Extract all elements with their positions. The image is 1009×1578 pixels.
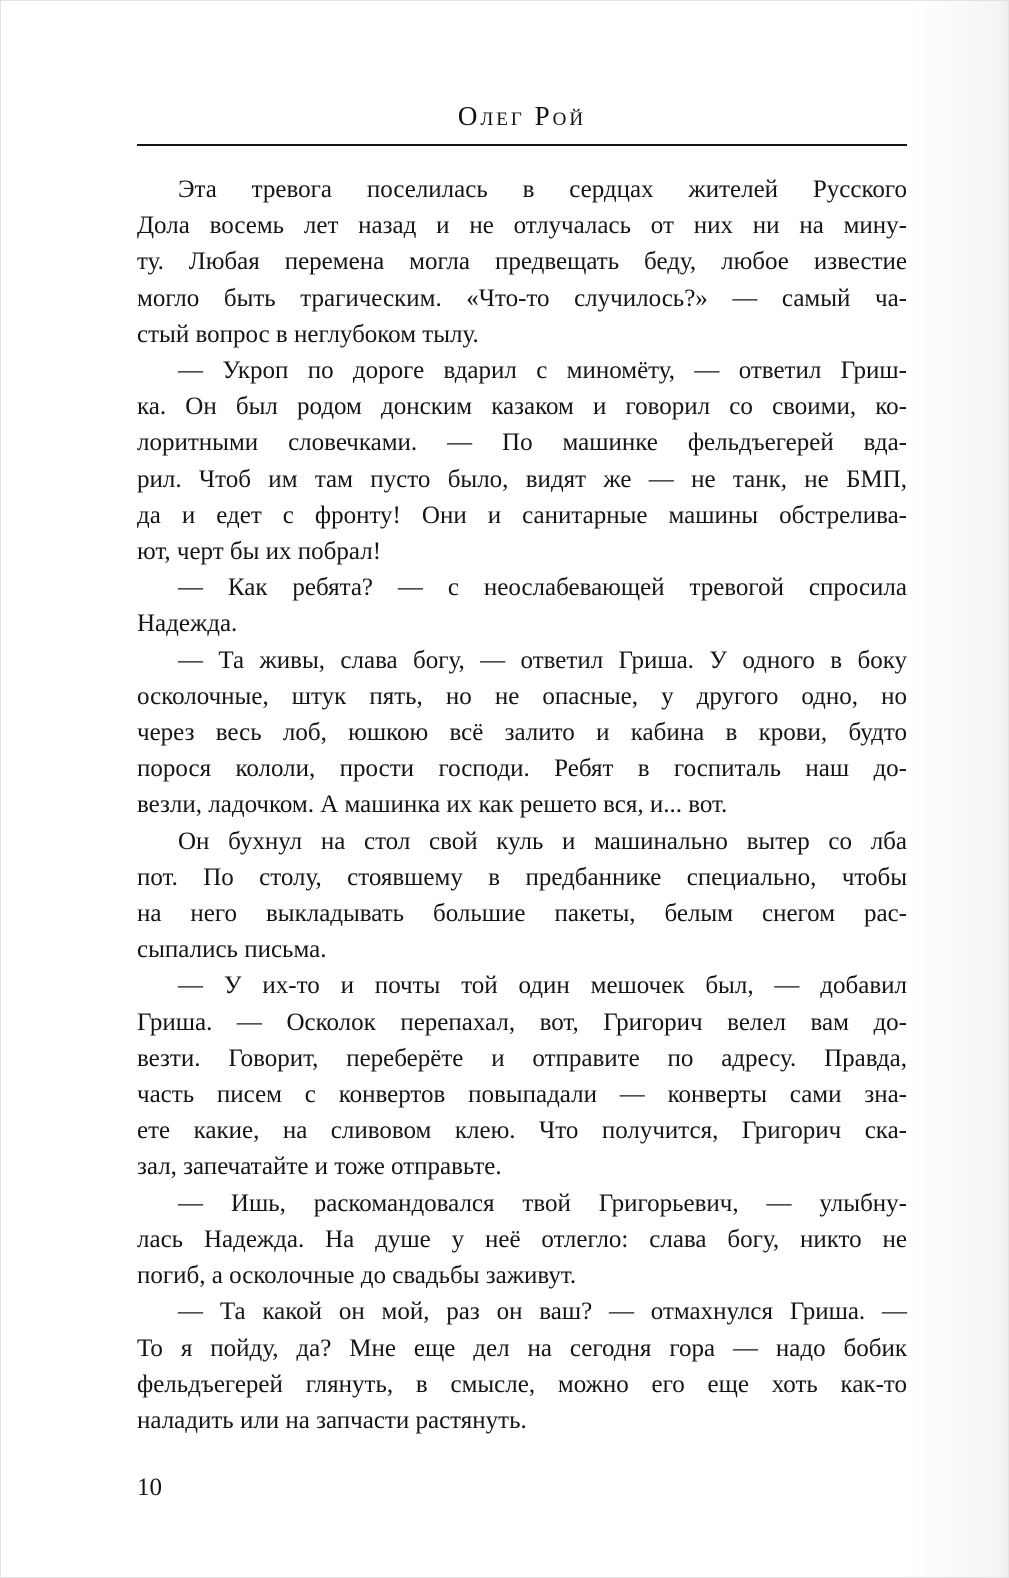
text-line: — Та какой он мой, раз он ваш? — отмахнулся Гриша. — bbox=[178, 1298, 907, 1326]
text-line: наладить или на запчасти растянуть. bbox=[137, 1406, 527, 1434]
text-line: лась Надежда. На душе у неё отлегло: слава богу, никто не bbox=[137, 1225, 907, 1253]
text-line: ете какие, на сливовом клею. Что получится, Григорич ска- bbox=[137, 1117, 907, 1145]
page-number: 10 bbox=[137, 1474, 162, 1501]
text-line: зал, запечатайте и тоже отправьте. bbox=[137, 1153, 502, 1181]
text-line: — У их-то и почты той один мешочек был, — добавил bbox=[178, 972, 907, 1000]
text-line: ют, черт бы их побрал! bbox=[137, 538, 382, 566]
text-line: через весь лоб, юшкою всё залито и кабина в крови, будто bbox=[137, 719, 907, 747]
text-line: Гриша. — Осколок перепахал, вот, Григорич велел вам до- bbox=[137, 1008, 907, 1036]
text-line: везли, ладочком. А машинка их как решето вся, и... вот. bbox=[137, 791, 728, 819]
text-line: — Укроп по дороге вдарил с миномёту, — ответил Гриш- bbox=[178, 357, 907, 385]
text-line: То я пойду, да? Мне еще дел на сегодня гора — надо бобик bbox=[137, 1334, 907, 1362]
text-line: Надежда. bbox=[137, 610, 238, 638]
text-line: Эта тревога поселилась в сердцах жителей Русского bbox=[178, 176, 907, 203]
text-line: ту. Любая перемена могла предвещать беду, любое известие bbox=[137, 248, 907, 276]
text-line: погиб, а осколочные до свадьбы заживут. bbox=[137, 1262, 577, 1290]
header-rule bbox=[137, 144, 907, 146]
text-line: — Как ребята? — с неослабевающей тревогой спросила bbox=[178, 574, 907, 602]
text-line: ка. Он был родом донским казаком и говорил со своими, ко- bbox=[137, 393, 907, 421]
text-line: рил. Чтоб им там пусто было, видят же — не танк, не БМП, bbox=[137, 465, 907, 493]
text-line: Он бухнул на стол свой куль и машинально вытер со лба bbox=[178, 827, 907, 855]
text-line: на него выкладывать большие пакеты, белым снегом рас- bbox=[137, 900, 907, 928]
text-line: лоритными словечками. — По машинке фельдъегерей вда- bbox=[137, 429, 907, 457]
text-line: часть писем с конвертов повыпадали — конверты сами зна- bbox=[137, 1081, 907, 1109]
text-line: могло быть трагическим. «Что-то случилось?» — самый ча- bbox=[137, 284, 907, 312]
text-line: Дола восемь лет назад и не отлучалась от них ни на мину- bbox=[137, 212, 907, 240]
text-line: — Та живы, слава богу, — ответил Гриша. У одного в боку bbox=[178, 646, 907, 674]
running-header: Олег Рой bbox=[457, 101, 587, 131]
text-line: фельдъегерей глянуть, в смысле, можно его еще хоть как-то bbox=[137, 1370, 907, 1398]
text-line: порося кололи, прости господи. Ребят в госпиталь наш до- bbox=[137, 755, 907, 783]
text-line: везти. Говорит, переберёте и отправите по адресу. Правда, bbox=[137, 1044, 907, 1072]
text-line: да и едет с фронту! Они и санитарные машины обстрелива- bbox=[137, 501, 907, 529]
text-line: пот. По столу, стоявшему в предбаннике специально, чтобы bbox=[137, 863, 907, 891]
text-column bbox=[137, 101, 907, 1439]
text-line: — Ишь, раскомандовался твой Григорьевич, — улыбну- bbox=[178, 1189, 907, 1217]
text-line: стый вопрос в неглубоком тылу. bbox=[137, 320, 479, 348]
text-line: сыпались письма. bbox=[137, 936, 327, 964]
text-line: осколочные, штук пять, но не опасные, у другого одно, но bbox=[137, 682, 907, 710]
text-block bbox=[137, 172, 907, 1439]
